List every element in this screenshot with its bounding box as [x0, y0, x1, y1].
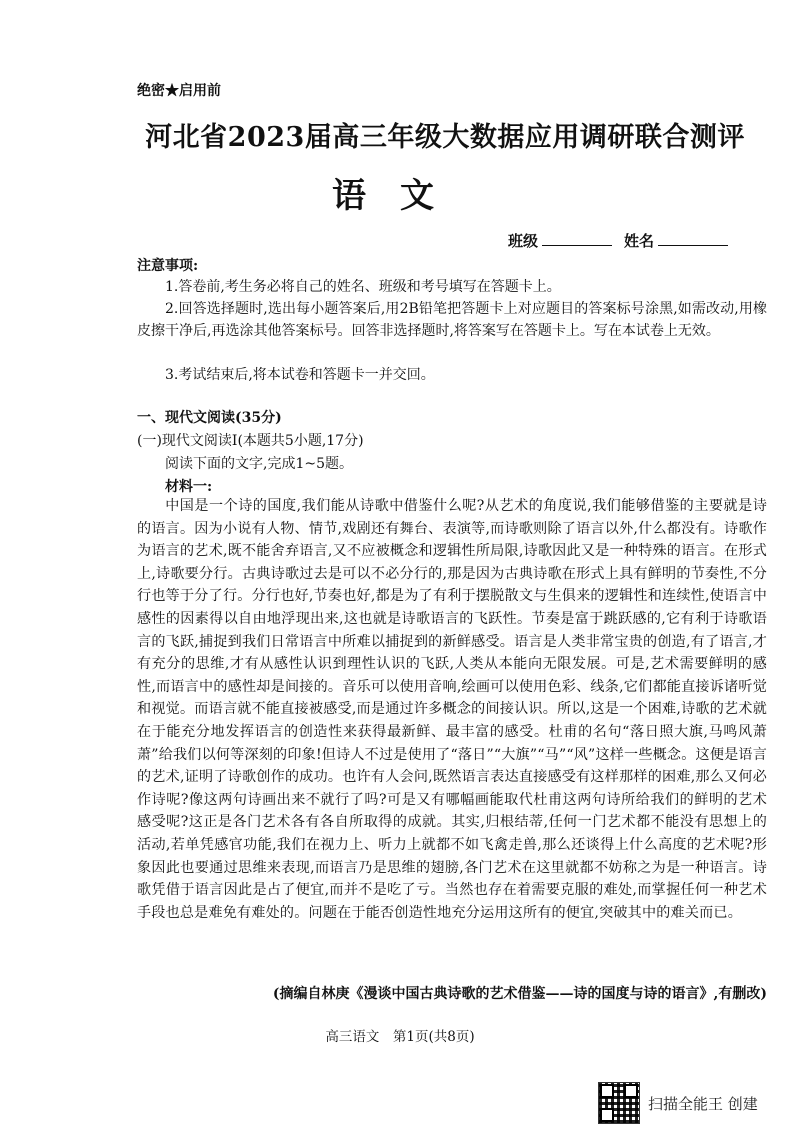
name-label: 姓名 — [624, 232, 655, 250]
subject-title: 语文 — [332, 176, 468, 216]
class-name-fields — [508, 230, 728, 251]
watermark-text: 扫描全能王 创建 — [648, 1094, 758, 1113]
class-label: 班级 — [508, 232, 539, 250]
passage-text: 中国是一个诗的国度,我们能从诗歌中借鉴什么呢?从艺术的角度说,我们能够借鉴的主要就是诗的语言。因为小说有人物、情节,戏剧还有舞台、表演等,而诗歌则除了语言以外,什么都没有。诗歌作为语言的艺术,既不能舍弃语言,又不应被概念和逻辑性所局限,诗歌因此又是一种特殊的语言。在形式上,诗歌要分行。古典诗歌过去是可以不必分行的,那是因为古典诗歌在形式上具有鲜明的节奏性,不分行也等于分了行。分行也好,节奏也好,都是为了有利于摆脱散文与生俱来的逻辑性和连续性,使语言中感性的因素得以自由地浮现出来,这也就是诗歌语言的飞跃性。节奏是富于跳跃感的,它有利于诗歌语言的飞跃,捕捉到我们日常语言中所难以捕捉到的新鲜感受。语言是人类非常宝贵的创造,有了语言,才有充分的思维,才有从感性认识到理性认识的飞跃,人类从本能向无限发展。可是,艺术需要鲜明的感性,而语言中的感性却是间接的。音乐可以使用音响,绘画可以使用色彩、线条,它们都能直接诉诸听觉和视觉。而语言就不能直接被感受,而是通过许多概念的间接认识。所以,这是一个困难,诗歌的艺术就在于能充分地发挥语言的创造性来获得最新鲜、最丰富的感受。杜甫的名句“落日照大旗,马鸣风萧萧”给我们以何等深刻的印象!但诗人不过是使用了“落日”“大旗”“马”“风”这样一些概念。这便是语言的艺术,证明了诗歌创作的成功。也许有人会问,既然语言表达直接感受有这样那样的困难,那么又何必作诗呢?像这两句诗画出来不就行了吗?可是又有哪幅画能取代杜甫这两句诗所给我们的鲜明的艺术感受呢?这正是各门艺术各有各自所取得的成就。其实,归根结蒂,任何一门艺术都不能没有思想上的活动,若单凭感官功能,我们在视力上、听力上就都不如飞禽走兽,那么还谈得上什么高度的艺术呢?形象因此也要通过思维来表现,而语言乃是思维的翅膀,各门艺术在这里就都不妨称之为是一种语言。诗歌凭借于语言因此是占了便宜,而并不是吃了亏。当然也存在着需要克服的难处,而掌握任何一种艺术手段也总是难免有难处的。问题在于能否创造性地充分运用这所有的便宜,突破其中的难关而已。 — [137, 498, 767, 921]
notice-heading: 注意事项: — [137, 258, 199, 274]
source-citation: (摘编自林庚《漫谈中国古典诗歌的艺术借鉴——诗的国度与诗的语言》,有删改) — [272, 986, 767, 1002]
scanner-watermark — [598, 1082, 758, 1124]
notice-item-1: 1.答卷前,考生务必将自己的姓名、班级和考号填写在答题卡上。 — [165, 279, 561, 295]
qr-code-icon — [598, 1082, 640, 1124]
instruction-text: 阅读下面的文字,完成1~5题。 — [165, 456, 353, 472]
exam-title: 河北省2023届高三年级大数据应用调研联合测评 — [145, 122, 745, 153]
class-blank — [542, 233, 612, 246]
notice-item-3: 3.考试结束后,将本试卷和答题卡一并交回。 — [165, 367, 435, 383]
subsection-heading: (一)现代文阅读Ⅰ(本题共5小题,17分) — [137, 433, 364, 449]
name-blank — [658, 233, 728, 246]
page-footer: 高三语文 第1页(共8页) — [325, 1029, 475, 1045]
secret-label: 绝密★启用前 — [137, 83, 221, 99]
material-label: 材料一: — [165, 479, 213, 495]
section-heading: 一、现代文阅读(35分) — [137, 410, 282, 426]
notice-item-2: 2.回答选择题时,选出每小题答案后,用2B铅笔把答题卡上对应题目的答案标号涂黑,如需改动,用橡皮擦干净后,再选涂其他答案标号。回答非选择题时,将答案写在答题卡上。写在本试卷上无效。 — [137, 301, 767, 340]
